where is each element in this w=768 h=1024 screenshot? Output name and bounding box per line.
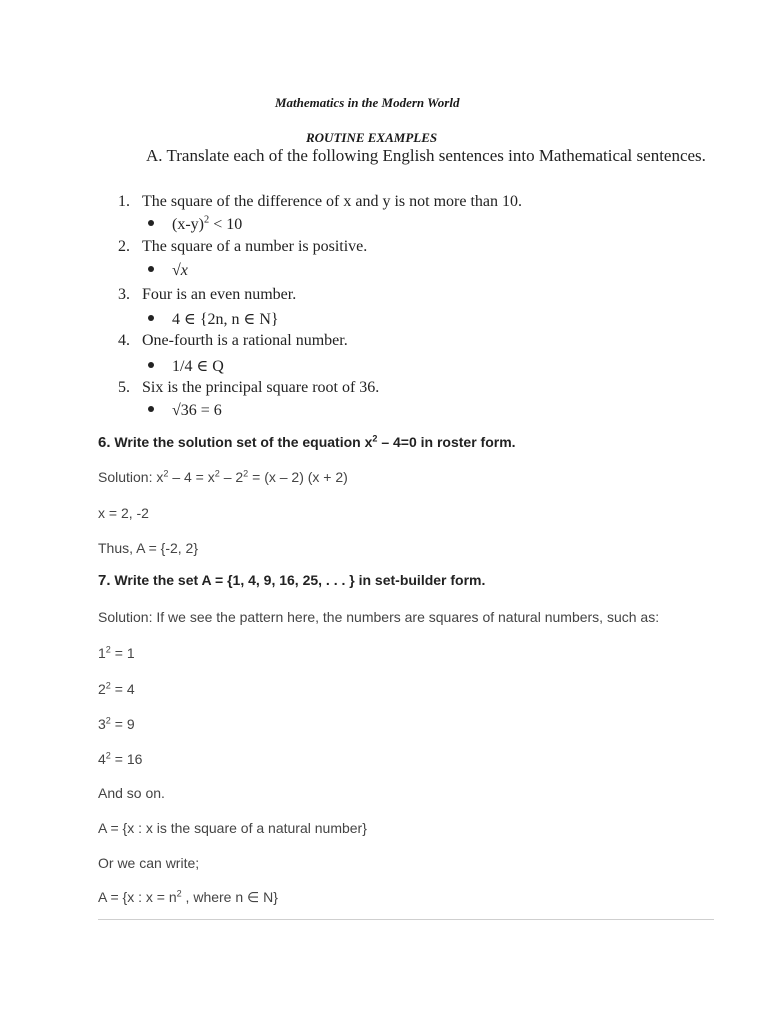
- question-6-roots: x = 2, -2: [98, 505, 149, 521]
- document-subtitle: ROUTINE EXAMPLES: [306, 130, 438, 145]
- item-2-text: The square of a number is positive.: [142, 238, 368, 255]
- bullet-icon: [148, 266, 154, 272]
- set-builder-notation: A = {x : $x = n^2$ , where n ∈ N}: [98, 888, 278, 905]
- square-2: $2^2 = 4$: [98, 680, 135, 697]
- question-7-number: 7.: [98, 572, 111, 589]
- square-3: $3^2 = 9$: [98, 715, 135, 732]
- item-1-answer: $(x-y)^2 < 10$: [148, 216, 242, 234]
- set-builder-words: A = {x : x is the square of a natural number}: [98, 820, 367, 836]
- document-title: Mathematics in the Modern World: [275, 95, 460, 110]
- item-4-number: 4.: [118, 332, 130, 349]
- bullet-icon: [148, 406, 154, 412]
- item-2: [118, 238, 367, 256]
- square-1: $1^2 = 1$: [98, 644, 135, 661]
- and-so-on: And so on.: [98, 785, 165, 801]
- question-7: 7. Write the set A = {1, 4, 9, 16, 25, . . . } in set-builder form.: [98, 572, 486, 589]
- or-we-can-write: Or we can write;: [98, 855, 200, 871]
- bullet-icon: [148, 315, 154, 321]
- bottom-divider: [98, 919, 714, 920]
- item-5: [118, 379, 379, 397]
- question-6: 6. Write the solution set of the equation $x^2 - 4=0$ in roster form.: [98, 433, 516, 451]
- question-6-number: 6.: [98, 434, 111, 451]
- section-a-heading: A. Translate each of the following English sentences into Mathematical sentences.: [146, 146, 706, 165]
- item-1-number: 1.: [118, 193, 130, 210]
- item-4: [118, 332, 348, 350]
- item-1-text: The square of the difference of x and y is not more than 10.: [142, 193, 523, 210]
- item-3-answer: 4 ∈ {2n, n ∈ N}: [148, 309, 279, 329]
- question-6-answer: Thus, A = {-2, 2}: [98, 540, 199, 556]
- item-5-answer: √36 = 6: [148, 402, 222, 420]
- item-2-answer: √x: [148, 262, 188, 280]
- item-5-number: 5.: [118, 379, 130, 396]
- bullet-icon: [148, 220, 154, 226]
- item-3-text: Four is an even number.: [142, 286, 297, 303]
- item-3: [118, 286, 296, 304]
- item-4-text: One-fourth is a rational number.: [142, 332, 348, 349]
- item-5-text: Six is the principal square root of 36.: [142, 379, 380, 396]
- question-7-solution: Solution: If we see the pattern here, the numbers are squares of natural numbers, such as:: [98, 609, 660, 625]
- item-3-number: 3.: [118, 286, 130, 303]
- item-2-number: 2.: [118, 238, 130, 255]
- item-4-answer: 1/4 ∈ Q: [148, 356, 224, 376]
- square-4: $4^2 = 16$: [98, 750, 143, 767]
- item-1: [118, 193, 522, 211]
- bullet-icon: [148, 362, 154, 368]
- question-6-solution: Solution: $x^2 - 4 = x^2 - 2^2 = (x - 2) (x + 2)$: [98, 468, 348, 485]
